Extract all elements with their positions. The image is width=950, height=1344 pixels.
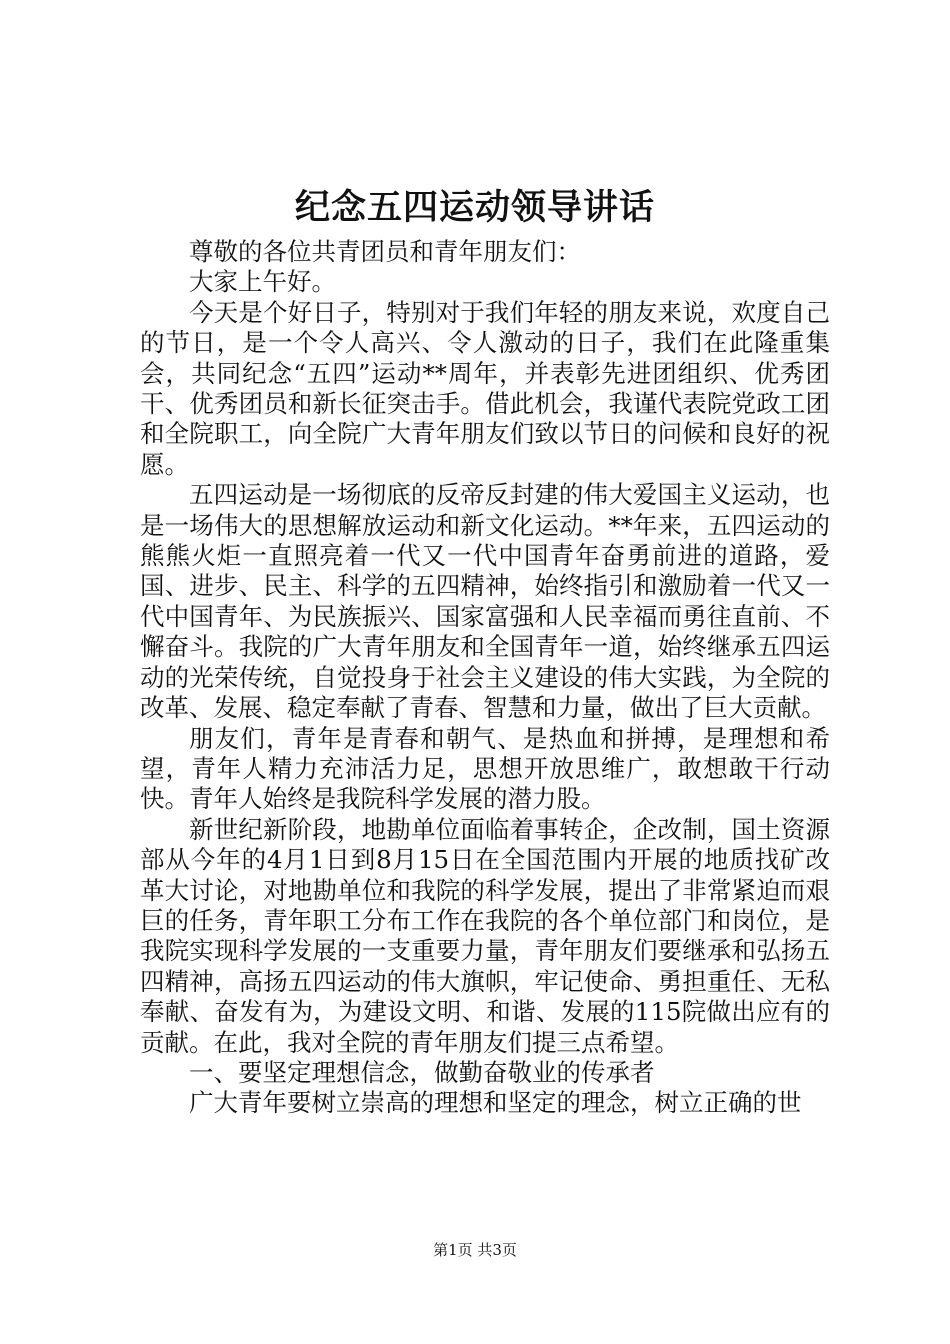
body-paragraph: 今天是个好日子，特别对于我们年轻的朋友来说，欢度自己的节日，是一个令人高兴、令人激动的日子，我们在此隆重集会，共同纪念“五四”运动**周年，并表彰先进团组织、优秀团干、优秀团员和新长征突击手。借此机会，我谨代表院党政工团和全院职工，向全院广大青年朋友们致以节日的问候和良好的祝愿。 bbox=[140, 297, 830, 479]
page-number-footer: 第1页 共3页 bbox=[433, 1241, 517, 1259]
body-paragraph: 广大青年要树立崇高的理想和坚定的理念，树立正确的世 bbox=[189, 1088, 802, 1118]
greeting: 大家上午好。 bbox=[189, 267, 336, 297]
salutation: 尊敬的各位共青团员和青年朋友们： bbox=[189, 237, 581, 266]
section-heading: 一、要坚定理想信念，做勤奋敬业的传承者 bbox=[189, 1057, 655, 1087]
body-paragraph: 五四运动是一场彻底的反帝反封建的伟大爱国主义运动，也是一场伟大的思想解放运动和新文化运动。**年来，五四运动的熊熊火炬一直照亮着一代又一代中国青年奋勇前进的道路，爱国、进步、民主、科学的五四精神，始终指引和激励着一代又一代中国青年、为民族振兴、国家富强和人民幸福而勇往直前、不懈奋斗。我院的广大青年朋友和全国青年一道，始终继承五四运动的光荣传统，自觉投身于社会主义建设的伟大实践，为全院的改革、发展、稳定奉献了青春、智慧和力量，做出了巨大贡献。 bbox=[140, 480, 830, 723]
body-paragraph: 新世纪新阶段，地勘单位面临着事转企，企改制，国土资源部从今年的4月1日到8月15日在全国范围内开展的地质找矿改革大讨论，对地勘单位和我院的科学发展，提出了非常紧迫而艰巨的任务，青年职工分布工作在我院的各个单位部门和岗位，是我院实现科学发展的一支重要力量，青年朋友们要继承和弘扬五四精神，高扬五四运动的伟大旗帜，牢记使命、勇担重任、无私奉献、奋发有为，为建设文明、和谐、发展的115院做出应有的贡献。在此，我对全院的青年朋友们提三点希望。 bbox=[140, 814, 830, 1057]
body-paragraph: 朋友们，青年是青春和朝气、是热血和拼搏，是理想和希望，青年人精力充沛活力足，思想开放思维广，敢想敢干行动快。青年人始终是我院科学发展的潜力股。 bbox=[140, 723, 830, 814]
page-title: 纪念五四运动领导讲话 bbox=[294, 187, 655, 228]
document-body bbox=[140, 237, 830, 1119]
